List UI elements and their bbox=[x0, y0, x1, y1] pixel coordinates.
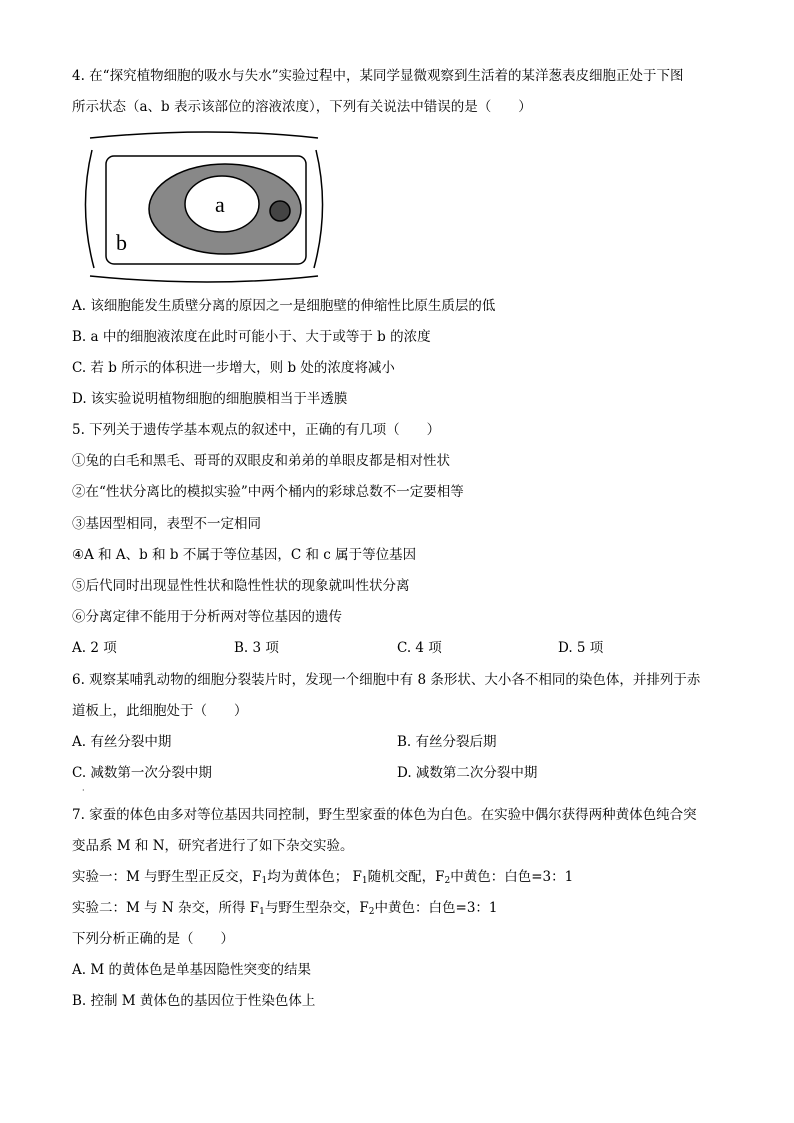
exp1-sub1: 1 bbox=[261, 876, 268, 886]
q6-option-c: C. 减数第一次分裂中期 bbox=[72, 765, 212, 781]
q5-item-2: ②在“性状分离比的模拟实验”中两个桶内的彩球总数不一定要相等 bbox=[72, 484, 464, 500]
q6-option-b: B. 有丝分裂后期 bbox=[397, 734, 497, 750]
q6-stem-line2: 道板上，此细胞处于（ ） bbox=[72, 703, 248, 719]
exp2-sub1: 1 bbox=[259, 907, 265, 917]
q5-option-a: A. 2 项 bbox=[72, 640, 117, 656]
q7-experiment-1 bbox=[72, 868, 573, 886]
q6-stem-line1: 6. 观察某哺乳动物的细胞分裂装片时，发现一个细胞中有 8 条形状、大小各不相同的染色体，并排列于赤 bbox=[72, 672, 701, 688]
plant-cell-diagram bbox=[80, 126, 350, 286]
exp2-part3: 中黄色：白色=3：1 bbox=[374, 900, 498, 916]
q4-stem-line2: 所示状态（a、b 表示该部位的溶液浓度），下列有关说法中错误的是（ ） bbox=[72, 99, 532, 115]
exp1-part1: 实验一：M 与野生型正反交，F bbox=[72, 869, 262, 885]
q5-option-b: B. 3 项 bbox=[234, 640, 279, 656]
q7-option-a: A. M 的黄体色是单基因隐性突变的结果 bbox=[72, 962, 311, 978]
exp1-part4: 中黄色：白色=3：1 bbox=[450, 869, 574, 885]
q7-stem-line1: 7. 家蚕的体色由多对等位基因共同控制，野生型家蚕的体色为白色。在实验中偶尔获得两种黄体色纯合突 bbox=[72, 807, 697, 823]
q7-stem-line2: 变品系 M 和 N，研究者进行了如下杂交实验。 bbox=[72, 838, 354, 854]
q4-stem-line1: 4. 在“探究植物细胞的吸水与失水”实验过程中，某同学显微观察到生活着的某洋葱表皮细胞正处于下图 bbox=[72, 68, 684, 84]
exp1-part3: 随机交配，F bbox=[367, 869, 445, 885]
exp1-sub3: 2 bbox=[444, 876, 451, 886]
cell-wall-bottom bbox=[90, 276, 318, 282]
exp2-part1: 实验二：M 与 N 杂交，所得 F bbox=[72, 900, 260, 916]
exp1-part2: 均为黄体色； F bbox=[267, 869, 362, 885]
cell-wall-right bbox=[314, 150, 323, 268]
q4-option-a: A. 该细胞能发生质壁分离的原因之一是细胞壁的伸缩性比原生质层的低 bbox=[72, 298, 496, 314]
q5-item-4: ④A 和 A、b 和 b 不属于等位基因，C 和 c 属于等位基因 bbox=[72, 547, 417, 563]
label-b: b bbox=[116, 230, 127, 255]
cell-wall-top bbox=[90, 132, 318, 138]
q4-option-d: D. 该实验说明植物细胞的细胞膜相当于半透膜 bbox=[72, 391, 348, 407]
q6-option-a: A. 有丝分裂中期 bbox=[72, 734, 172, 750]
label-a: a bbox=[215, 192, 225, 217]
q5-stem: 5. 下列关于遗传学基本观点的叙述中，正确的有几项（ ） bbox=[72, 422, 441, 438]
exp2-sub2: 2 bbox=[368, 907, 375, 917]
q7-ask: 下列分析正确的是（ ） bbox=[72, 931, 234, 947]
q6-option-d: D. 减数第二次分裂中期 bbox=[397, 765, 538, 781]
q7-option-b: B. 控制 M 黄体色的基因位于性染色体上 bbox=[72, 993, 316, 1009]
q5-item-6: ⑥分离定律不能用于分析两对等位基因的遗传 bbox=[72, 609, 342, 625]
q5-item-5: ⑤后代同时出现显性性状和隐性性状的现象就叫性状分离 bbox=[72, 578, 410, 594]
exp1-sub2: 1 bbox=[361, 876, 368, 886]
q5-option-d: D. 5 项 bbox=[558, 640, 604, 656]
cell-wall-left bbox=[85, 150, 94, 268]
exp2-part2: 与野生型杂交，F bbox=[264, 900, 369, 916]
q4-option-c: C. 若 b 所示的体积进一步增大，则 b 处的浓度将减小 bbox=[72, 360, 395, 376]
q5-item-3: ③基因型相同，表型不一定相同 bbox=[72, 516, 261, 532]
nucleus bbox=[270, 201, 290, 221]
stray-mark: · bbox=[82, 786, 85, 795]
q7-experiment-2 bbox=[72, 899, 498, 917]
q4-option-b: B. a 中的细胞液浓度在此时可能小于、大于或等于 b 的浓度 bbox=[72, 329, 431, 345]
q5-item-1: ①兔的白毛和黑毛、哥哥的双眼皮和弟弟的单眼皮都是相对性状 bbox=[72, 453, 450, 469]
q5-option-c: C. 4 项 bbox=[397, 640, 442, 656]
